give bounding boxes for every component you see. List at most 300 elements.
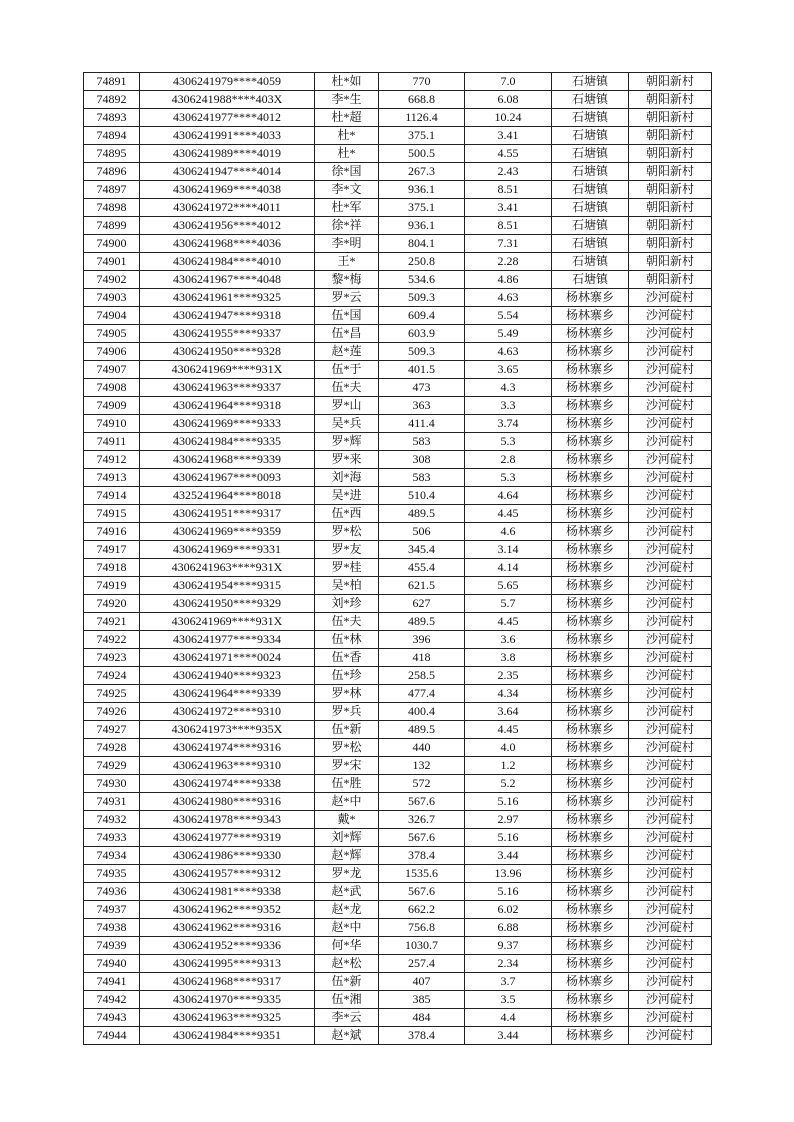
row-number-cell: 74939	[84, 937, 140, 955]
row-number-cell: 74933	[84, 829, 140, 847]
name-cell: 罗*友	[315, 541, 379, 559]
value-cell: 3.44	[465, 1027, 552, 1045]
id-number-cell: 4306241950****9329	[140, 595, 315, 613]
id-number-cell: 4306241995****9313	[140, 955, 315, 973]
name-cell: 伍*于	[315, 361, 379, 379]
amount-cell: 534.6	[379, 271, 465, 289]
name-cell: 罗*兵	[315, 703, 379, 721]
value-cell: 9.37	[465, 937, 552, 955]
table-row	[84, 289, 712, 307]
township-cell: 杨林寨乡	[552, 397, 629, 415]
id-number-cell: 4306241962****9316	[140, 919, 315, 937]
table-row	[84, 163, 712, 181]
village-cell: 沙河碇村	[629, 631, 712, 649]
township-cell: 杨林寨乡	[552, 739, 629, 757]
village-cell: 朝阳新村	[629, 145, 712, 163]
name-cell: 罗*辉	[315, 433, 379, 451]
row-number-cell: 74928	[84, 739, 140, 757]
value-cell: 5.16	[465, 883, 552, 901]
id-number-cell: 4306241970****9335	[140, 991, 315, 1009]
value-cell: 2.34	[465, 955, 552, 973]
amount-cell: 1126.4	[379, 109, 465, 127]
amount-cell: 567.6	[379, 829, 465, 847]
village-cell: 朝阳新村	[629, 91, 712, 109]
row-number-cell: 74900	[84, 235, 140, 253]
township-cell: 杨林寨乡	[552, 559, 629, 577]
value-cell: 4.45	[465, 505, 552, 523]
id-number-cell: 4306241979****4059	[140, 73, 315, 91]
amount-cell: 345.4	[379, 541, 465, 559]
id-number-cell: 4306241963****931X	[140, 559, 315, 577]
name-cell: 罗*桂	[315, 559, 379, 577]
value-cell: 4.45	[465, 721, 552, 739]
village-cell: 沙河碇村	[629, 595, 712, 613]
id-number-cell: 4306241963****9337	[140, 379, 315, 397]
table-row	[84, 649, 712, 667]
village-cell: 沙河碇村	[629, 505, 712, 523]
table-row	[84, 775, 712, 793]
township-cell: 杨林寨乡	[552, 685, 629, 703]
id-number-cell: 4306241977****4012	[140, 109, 315, 127]
amount-cell: 400.4	[379, 703, 465, 721]
name-cell: 罗*松	[315, 739, 379, 757]
village-cell: 朝阳新村	[629, 217, 712, 235]
amount-cell: 375.1	[379, 127, 465, 145]
amount-cell: 396	[379, 631, 465, 649]
village-cell: 沙河碇村	[629, 307, 712, 325]
id-number-cell: 4306241971****0024	[140, 649, 315, 667]
row-number-cell: 74892	[84, 91, 140, 109]
village-cell: 沙河碇村	[629, 343, 712, 361]
village-cell: 沙河碇村	[629, 865, 712, 883]
name-cell: 罗*林	[315, 685, 379, 703]
table-row	[84, 469, 712, 487]
id-number-cell: 4306241957****9312	[140, 865, 315, 883]
value-cell: 5.7	[465, 595, 552, 613]
row-number-cell: 74898	[84, 199, 140, 217]
value-cell: 5.65	[465, 577, 552, 595]
township-cell: 杨林寨乡	[552, 757, 629, 775]
village-cell: 沙河碇村	[629, 1009, 712, 1027]
table-row	[84, 523, 712, 541]
table-row	[84, 433, 712, 451]
id-number-cell: 4306241963****9325	[140, 1009, 315, 1027]
village-cell: 朝阳新村	[629, 181, 712, 199]
table-row	[84, 613, 712, 631]
id-number-cell: 4306241967****0093	[140, 469, 315, 487]
value-cell: 4.0	[465, 739, 552, 757]
village-cell: 沙河碇村	[629, 541, 712, 559]
table-row	[84, 145, 712, 163]
village-cell: 沙河碇村	[629, 739, 712, 757]
name-cell: 刘*海	[315, 469, 379, 487]
row-number-cell: 74912	[84, 451, 140, 469]
table-row	[84, 487, 712, 505]
table-row	[84, 91, 712, 109]
id-number-cell: 4306241952****9336	[140, 937, 315, 955]
table-row	[84, 901, 712, 919]
amount-cell: 567.6	[379, 793, 465, 811]
name-cell: 伍*胜	[315, 775, 379, 793]
township-cell: 杨林寨乡	[552, 937, 629, 955]
name-cell: 伍*国	[315, 307, 379, 325]
value-cell: 4.6	[465, 523, 552, 541]
value-cell: 5.49	[465, 325, 552, 343]
records-table	[83, 72, 712, 1045]
row-number-cell: 74893	[84, 109, 140, 127]
row-number-cell: 74921	[84, 613, 140, 631]
name-cell: 赵*中	[315, 919, 379, 937]
name-cell: 何*华	[315, 937, 379, 955]
name-cell: 伍*昌	[315, 325, 379, 343]
amount-cell: 567.6	[379, 883, 465, 901]
name-cell: 伍*新	[315, 973, 379, 991]
id-number-cell: 4306241956****4012	[140, 217, 315, 235]
id-number-cell: 4306241951****9317	[140, 505, 315, 523]
amount-cell: 1030.7	[379, 937, 465, 955]
name-cell: 伍*新	[315, 721, 379, 739]
row-number-cell: 74935	[84, 865, 140, 883]
row-number-cell: 74938	[84, 919, 140, 937]
table-row	[84, 991, 712, 1009]
name-cell: 杜*	[315, 127, 379, 145]
id-number-cell: 4306241964****9318	[140, 397, 315, 415]
name-cell: 伍*西	[315, 505, 379, 523]
table-row	[84, 127, 712, 145]
value-cell: 4.45	[465, 613, 552, 631]
name-cell: 徐*国	[315, 163, 379, 181]
township-cell: 石塘镇	[552, 127, 629, 145]
id-number-cell: 4306241991****4033	[140, 127, 315, 145]
row-number-cell: 74910	[84, 415, 140, 433]
table-row	[84, 451, 712, 469]
township-cell: 杨林寨乡	[552, 721, 629, 739]
township-cell: 石塘镇	[552, 235, 629, 253]
row-number-cell: 74920	[84, 595, 140, 613]
table-row	[84, 793, 712, 811]
row-number-cell: 74940	[84, 955, 140, 973]
id-number-cell: 4306241968****9317	[140, 973, 315, 991]
name-cell: 赵*斌	[315, 1027, 379, 1045]
value-cell: 4.4	[465, 1009, 552, 1027]
name-cell: 罗*松	[315, 523, 379, 541]
row-number-cell: 74919	[84, 577, 140, 595]
value-cell: 4.63	[465, 343, 552, 361]
name-cell: 伍*林	[315, 631, 379, 649]
id-number-cell: 4306241967****4048	[140, 271, 315, 289]
id-number-cell: 4306241988****403X	[140, 91, 315, 109]
row-number-cell: 74896	[84, 163, 140, 181]
township-cell: 杨林寨乡	[552, 487, 629, 505]
row-number-cell: 74894	[84, 127, 140, 145]
township-cell: 杨林寨乡	[552, 1027, 629, 1045]
amount-cell: 506	[379, 523, 465, 541]
name-cell: 杜*	[315, 145, 379, 163]
table-row	[84, 343, 712, 361]
amount-cell: 440	[379, 739, 465, 757]
village-cell: 朝阳新村	[629, 163, 712, 181]
name-cell: 伍*香	[315, 649, 379, 667]
amount-cell: 477.4	[379, 685, 465, 703]
amount-cell: 756.8	[379, 919, 465, 937]
table-row	[84, 685, 712, 703]
amount-cell: 489.5	[379, 721, 465, 739]
value-cell: 6.02	[465, 901, 552, 919]
value-cell: 5.16	[465, 793, 552, 811]
name-cell: 李*云	[315, 1009, 379, 1027]
table-row	[84, 415, 712, 433]
township-cell: 杨林寨乡	[552, 847, 629, 865]
value-cell: 2.97	[465, 811, 552, 829]
row-number-cell: 74942	[84, 991, 140, 1009]
value-cell: 3.14	[465, 541, 552, 559]
amount-cell: 500.5	[379, 145, 465, 163]
row-number-cell: 74899	[84, 217, 140, 235]
name-cell: 李*文	[315, 181, 379, 199]
name-cell: 杜*军	[315, 199, 379, 217]
amount-cell: 609.4	[379, 307, 465, 325]
village-cell: 沙河碇村	[629, 937, 712, 955]
amount-cell: 489.5	[379, 505, 465, 523]
id-number-cell: 4306241940****9323	[140, 667, 315, 685]
row-number-cell: 74909	[84, 397, 140, 415]
township-cell: 杨林寨乡	[552, 775, 629, 793]
id-number-cell: 4306241986****9330	[140, 847, 315, 865]
village-cell: 沙河碇村	[629, 559, 712, 577]
village-cell: 朝阳新村	[629, 127, 712, 145]
amount-cell: 662.2	[379, 901, 465, 919]
table-row	[84, 505, 712, 523]
row-number-cell: 74937	[84, 901, 140, 919]
township-cell: 石塘镇	[552, 109, 629, 127]
township-cell: 杨林寨乡	[552, 433, 629, 451]
township-cell: 杨林寨乡	[552, 973, 629, 991]
amount-cell: 484	[379, 1009, 465, 1027]
value-cell: 4.34	[465, 685, 552, 703]
amount-cell: 407	[379, 973, 465, 991]
table-row	[84, 667, 712, 685]
amount-cell: 132	[379, 757, 465, 775]
id-number-cell: 4306241962****9352	[140, 901, 315, 919]
row-number-cell: 74907	[84, 361, 140, 379]
township-cell: 石塘镇	[552, 253, 629, 271]
value-cell: 5.54	[465, 307, 552, 325]
name-cell: 罗*来	[315, 451, 379, 469]
name-cell: 徐*祥	[315, 217, 379, 235]
amount-cell: 363	[379, 397, 465, 415]
name-cell: 罗*龙	[315, 865, 379, 883]
name-cell: 罗*云	[315, 289, 379, 307]
township-cell: 杨林寨乡	[552, 1009, 629, 1027]
row-number-cell: 74934	[84, 847, 140, 865]
id-number-cell: 4306241981****9338	[140, 883, 315, 901]
township-cell: 杨林寨乡	[552, 325, 629, 343]
name-cell: 戴*	[315, 811, 379, 829]
value-cell: 4.55	[465, 145, 552, 163]
id-number-cell: 4306241955****9337	[140, 325, 315, 343]
row-number-cell: 74916	[84, 523, 140, 541]
table-row	[84, 379, 712, 397]
table-row	[84, 919, 712, 937]
name-cell: 伍*珍	[315, 667, 379, 685]
value-cell: 8.51	[465, 217, 552, 235]
amount-cell: 326.7	[379, 811, 465, 829]
value-cell: 3.65	[465, 361, 552, 379]
village-cell: 沙河碇村	[629, 379, 712, 397]
name-cell: 赵*辉	[315, 847, 379, 865]
township-cell: 石塘镇	[552, 91, 629, 109]
amount-cell: 572	[379, 775, 465, 793]
township-cell: 杨林寨乡	[552, 667, 629, 685]
village-cell: 沙河碇村	[629, 397, 712, 415]
amount-cell: 308	[379, 451, 465, 469]
table-row	[84, 541, 712, 559]
table-row	[84, 235, 712, 253]
row-number-cell: 74925	[84, 685, 140, 703]
amount-cell: 375.1	[379, 199, 465, 217]
value-cell: 8.51	[465, 181, 552, 199]
row-number-cell: 74917	[84, 541, 140, 559]
table-row	[84, 361, 712, 379]
village-cell: 朝阳新村	[629, 109, 712, 127]
id-number-cell: 4306241972****4011	[140, 199, 315, 217]
table-row	[84, 973, 712, 991]
row-number-cell: 74930	[84, 775, 140, 793]
township-cell: 杨林寨乡	[552, 883, 629, 901]
village-cell: 沙河碇村	[629, 757, 712, 775]
name-cell: 杜*如	[315, 73, 379, 91]
row-number-cell: 74923	[84, 649, 140, 667]
value-cell: 13.96	[465, 865, 552, 883]
village-cell: 沙河碇村	[629, 793, 712, 811]
value-cell: 4.14	[465, 559, 552, 577]
id-number-cell: 4306241984****9351	[140, 1027, 315, 1045]
township-cell: 石塘镇	[552, 181, 629, 199]
name-cell: 刘*辉	[315, 829, 379, 847]
id-number-cell: 4306241989****4019	[140, 145, 315, 163]
table-row	[84, 811, 712, 829]
village-cell: 沙河碇村	[629, 721, 712, 739]
id-number-cell: 4306241963****9310	[140, 757, 315, 775]
village-cell: 沙河碇村	[629, 847, 712, 865]
value-cell: 5.3	[465, 469, 552, 487]
village-cell: 沙河碇村	[629, 667, 712, 685]
township-cell: 杨林寨乡	[552, 307, 629, 325]
amount-cell: 936.1	[379, 181, 465, 199]
value-cell: 3.41	[465, 127, 552, 145]
name-cell: 李*明	[315, 235, 379, 253]
amount-cell: 401.5	[379, 361, 465, 379]
value-cell: 1.2	[465, 757, 552, 775]
table-row	[84, 1027, 712, 1045]
table-row	[84, 631, 712, 649]
village-cell: 沙河碇村	[629, 613, 712, 631]
amount-cell: 509.3	[379, 343, 465, 361]
village-cell: 沙河碇村	[629, 523, 712, 541]
id-number-cell: 4306241974****9338	[140, 775, 315, 793]
township-cell: 杨林寨乡	[552, 811, 629, 829]
amount-cell: 385	[379, 991, 465, 1009]
row-number-cell: 74891	[84, 73, 140, 91]
id-number-cell: 4306241974****9316	[140, 739, 315, 757]
amount-cell: 473	[379, 379, 465, 397]
id-number-cell: 4306241969****9359	[140, 523, 315, 541]
township-cell: 杨林寨乡	[552, 829, 629, 847]
table-row	[84, 721, 712, 739]
village-cell: 沙河碇村	[629, 433, 712, 451]
table-row	[84, 73, 712, 91]
township-cell: 石塘镇	[552, 217, 629, 235]
value-cell: 2.35	[465, 667, 552, 685]
amount-cell: 668.8	[379, 91, 465, 109]
table-row	[84, 829, 712, 847]
name-cell: 杜*超	[315, 109, 379, 127]
value-cell: 7.31	[465, 235, 552, 253]
township-cell: 杨林寨乡	[552, 469, 629, 487]
id-number-cell: 4306241964****9339	[140, 685, 315, 703]
table-row	[84, 253, 712, 271]
township-cell: 杨林寨乡	[552, 361, 629, 379]
table-row	[84, 847, 712, 865]
township-cell: 杨林寨乡	[552, 415, 629, 433]
row-number-cell: 74914	[84, 487, 140, 505]
village-cell: 沙河碇村	[629, 649, 712, 667]
value-cell: 4.3	[465, 379, 552, 397]
township-cell: 杨林寨乡	[552, 595, 629, 613]
amount-cell: 418	[379, 649, 465, 667]
value-cell: 6.88	[465, 919, 552, 937]
row-number-cell: 74915	[84, 505, 140, 523]
township-cell: 杨林寨乡	[552, 289, 629, 307]
id-number-cell: 4306241968****4036	[140, 235, 315, 253]
row-number-cell: 74897	[84, 181, 140, 199]
id-number-cell: 4306241977****9334	[140, 631, 315, 649]
township-cell: 杨林寨乡	[552, 577, 629, 595]
row-number-cell: 74911	[84, 433, 140, 451]
township-cell: 杨林寨乡	[552, 919, 629, 937]
id-number-cell: 4306241969****931X	[140, 361, 315, 379]
amount-cell: 583	[379, 469, 465, 487]
row-number-cell: 74913	[84, 469, 140, 487]
amount-cell: 627	[379, 595, 465, 613]
village-cell: 沙河碇村	[629, 883, 712, 901]
village-cell: 沙河碇村	[629, 955, 712, 973]
table-row	[84, 703, 712, 721]
value-cell: 5.2	[465, 775, 552, 793]
table-row	[84, 1009, 712, 1027]
table-row	[84, 757, 712, 775]
amount-cell: 267.3	[379, 163, 465, 181]
amount-cell: 411.4	[379, 415, 465, 433]
value-cell: 3.41	[465, 199, 552, 217]
id-number-cell: 4306241973****935X	[140, 721, 315, 739]
township-cell: 杨林寨乡	[552, 631, 629, 649]
township-cell: 杨林寨乡	[552, 901, 629, 919]
name-cell: 李*生	[315, 91, 379, 109]
township-cell: 杨林寨乡	[552, 613, 629, 631]
village-cell: 朝阳新村	[629, 199, 712, 217]
value-cell: 4.86	[465, 271, 552, 289]
value-cell: 2.28	[465, 253, 552, 271]
value-cell: 5.3	[465, 433, 552, 451]
name-cell: 赵*莲	[315, 343, 379, 361]
name-cell: 吴*进	[315, 487, 379, 505]
amount-cell: 510.4	[379, 487, 465, 505]
value-cell: 10.24	[465, 109, 552, 127]
amount-cell: 257.4	[379, 955, 465, 973]
name-cell: 吴*柏	[315, 577, 379, 595]
table-row	[84, 559, 712, 577]
